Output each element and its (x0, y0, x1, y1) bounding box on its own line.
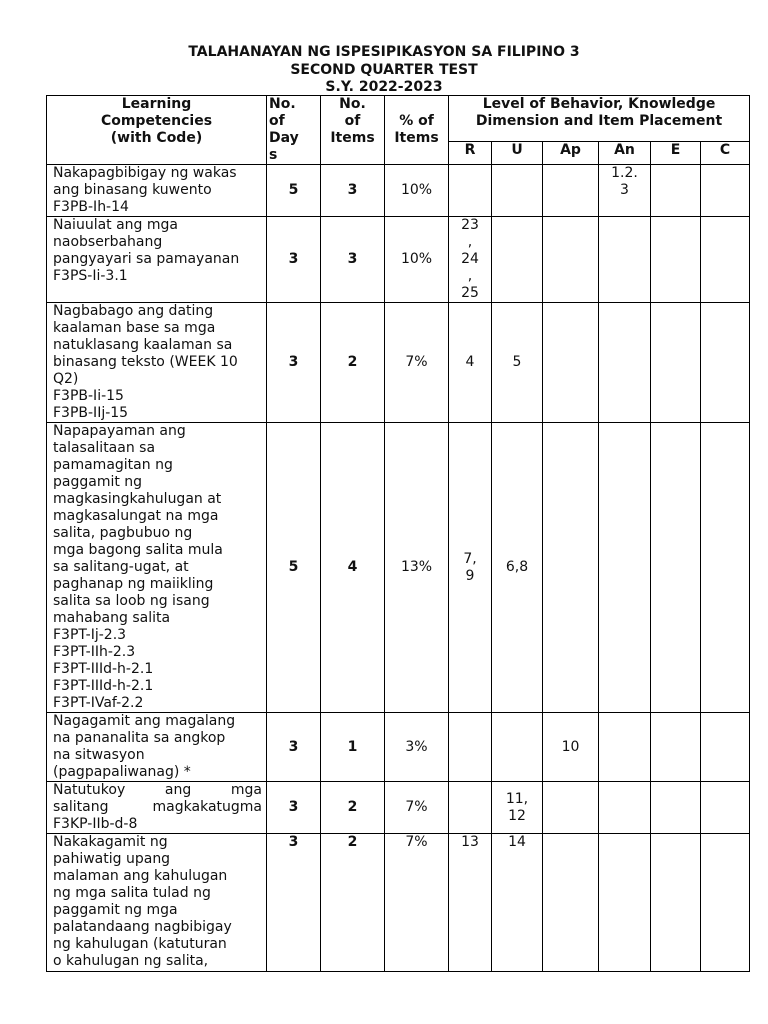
level-an-cell (599, 713, 651, 782)
days-cell: 3 (267, 782, 321, 834)
level-c-cell (701, 303, 750, 423)
level-an-cell (599, 834, 651, 972)
competency-cell (47, 782, 267, 834)
percent-cell: 7% (385, 834, 449, 972)
competency-line: paggamit ng mga (53, 902, 178, 918)
days-cell: 5 (267, 165, 321, 217)
competency-line: malaman ang kahulugan (53, 868, 228, 884)
level-u-cell: 11, 12 (492, 782, 543, 834)
competency-line: na pananalita sa angkop (53, 730, 226, 746)
header-level-c: C (701, 141, 750, 164)
competency-line: ng kahulugan (katuturan (53, 936, 227, 952)
items-cell: 2 (321, 782, 385, 834)
level-r-cell: 23 , 24 , 25 (449, 217, 492, 303)
level-u-cell (492, 217, 543, 303)
level-r-cell (449, 713, 492, 782)
competency-line: paghanap ng maiikling (53, 576, 214, 592)
competency-line: mga bagong salita mula (53, 542, 223, 558)
competency-cell (47, 303, 267, 423)
competency-line: F3PB-IIj-15 (53, 405, 129, 421)
level-ap-cell (543, 303, 599, 423)
percent-cell: 10% (385, 217, 449, 303)
specification-table (46, 95, 750, 972)
level-r-cell: 13 (449, 834, 492, 972)
table-row (47, 834, 750, 972)
header-level-ap: Ap (543, 141, 599, 164)
level-u-cell: 5 (492, 303, 543, 423)
competency-line: F3PS-Ii-3.1 (53, 268, 128, 284)
competency-line: ng mga salita tulad ng (53, 885, 211, 901)
days-cell: 5 (267, 423, 321, 713)
items-cell: 3 (321, 165, 385, 217)
competency-line: F3PB-Ii-15 (53, 388, 124, 404)
competency-line: F3PT-IVaf-2.2 (53, 695, 144, 711)
level-ap-cell (543, 165, 599, 217)
competency-line: mahabang salita (53, 610, 171, 626)
level-e-cell (651, 303, 701, 423)
level-an-cell (599, 782, 651, 834)
level-r-cell: 4 (449, 303, 492, 423)
competency-line: Nakakagamit ng (53, 834, 168, 850)
competency-line: salita sa loob ng isang (53, 593, 210, 609)
competency-line: F3PT-Ij-2.3 (53, 627, 127, 643)
days-cell: 3 (267, 303, 321, 423)
competency-line: binasang teksto (WEEK 10 (53, 354, 238, 370)
percent-cell: 7% (385, 303, 449, 423)
competency-line: pangyayari sa pamayanan (53, 251, 240, 267)
level-an-cell: 1.2. 3 (599, 165, 651, 217)
level-e-cell (651, 165, 701, 217)
competency-line: Q2) (53, 371, 79, 387)
items-cell: 2 (321, 834, 385, 972)
level-ap-cell (543, 834, 599, 972)
level-u-cell (492, 713, 543, 782)
level-ap-cell (543, 782, 599, 834)
level-u-cell: 14 (492, 834, 543, 972)
level-r-cell (449, 782, 492, 834)
level-r-cell: 7, 9 (449, 423, 492, 713)
header-level-e: E (651, 141, 701, 164)
competency-line: Natutukoy ang mga (53, 782, 262, 798)
level-e-cell (651, 423, 701, 713)
items-cell: 2 (321, 303, 385, 423)
percent-cell: 13% (385, 423, 449, 713)
competency-cell (47, 423, 267, 713)
level-an-cell (599, 423, 651, 713)
header-items: No. of Items (321, 96, 385, 165)
competency-line: F3PT-IIh-2.3 (53, 644, 136, 660)
header-percent: % of Items (385, 96, 449, 165)
level-e-cell (651, 782, 701, 834)
competency-line: naobserbahang (53, 234, 163, 250)
items-cell: 1 (321, 713, 385, 782)
table-row (47, 423, 750, 713)
level-e-cell (651, 217, 701, 303)
document-title-line1: TALAHANAYAN NG ISPESIPIKASYON SA FILIPINO 3 (188, 44, 580, 60)
level-ap-cell: 10 (543, 713, 599, 782)
competency-line: (pagpapaliwanag) * (53, 764, 191, 780)
competency-line: sa salitang-ugat, at (53, 559, 189, 575)
competency-line: palatandaang nagbibigay (53, 919, 232, 935)
table-row (47, 713, 750, 782)
level-c-cell (701, 217, 750, 303)
competency-line: o kahulugan ng salita, (53, 953, 209, 969)
competency-line: pamamagitan ng (53, 457, 173, 473)
competency-line: Nagagamit ang magalang (53, 713, 236, 729)
header-level-r: R (449, 141, 492, 164)
competency-line: F3PT-IIId-h-2.1 (53, 678, 154, 694)
header-competencies: Learning Competencies (with Code) (47, 96, 267, 165)
competency-line: F3KP-IIb-d-8 (53, 816, 138, 832)
items-cell: 3 (321, 217, 385, 303)
competency-line: Napapayaman ang (53, 423, 186, 439)
percent-cell: 7% (385, 782, 449, 834)
percent-cell: 10% (385, 165, 449, 217)
level-an-cell (599, 217, 651, 303)
competency-line: natuklasang kaalaman sa (53, 337, 233, 353)
header-level-of-behavior: Level of Behavior, Knowledge Dimension and Item Placement (449, 96, 750, 142)
level-u-cell: 6,8 (492, 423, 543, 713)
table-row (47, 217, 750, 303)
level-an-cell (599, 303, 651, 423)
days-cell: 3 (267, 834, 321, 972)
competency-cell (47, 165, 267, 217)
competency-line: magkasingkahulugan at (53, 491, 222, 507)
level-c-cell (701, 834, 750, 972)
level-c-cell (701, 782, 750, 834)
competency-cell (47, 834, 267, 972)
header-days: No. of Day s (267, 96, 321, 165)
competency-line: Naiuulat ang mga (53, 217, 178, 233)
competency-line: kaalaman base sa mga (53, 320, 216, 336)
competency-line: ang binasang kuwento (53, 182, 212, 198)
competency-line: salita, pagbubuo ng (53, 525, 193, 541)
level-c-cell (701, 423, 750, 713)
percent-cell: 3% (385, 713, 449, 782)
competency-cell (47, 713, 267, 782)
table-row (47, 782, 750, 834)
table-row (47, 303, 750, 423)
level-e-cell (651, 834, 701, 972)
level-c-cell (701, 713, 750, 782)
competency-line: Nakapagbibigay ng wakas (53, 165, 237, 181)
level-r-cell (449, 165, 492, 217)
header-row-1 (47, 96, 750, 142)
level-ap-cell (543, 217, 599, 303)
competency-line: paggamit ng (53, 474, 143, 490)
competency-line: F3PB-Ih-14 (53, 199, 129, 215)
table-body (47, 165, 750, 972)
competency-line: salitang magkakatugma (53, 799, 262, 815)
competency-line: Nagbabago ang dating (53, 303, 214, 319)
document-title-line3: S.Y. 2022-2023 (325, 79, 443, 95)
competency-line: na sitwasyon (53, 747, 145, 763)
competency-line: talasalitaan sa (53, 440, 156, 456)
header-level-u: U (492, 141, 543, 164)
level-e-cell (651, 713, 701, 782)
competency-line: magkasalungat na mga (53, 508, 219, 524)
document-title-line2: SECOND QUARTER TEST (290, 62, 478, 78)
level-c-cell (701, 165, 750, 217)
level-ap-cell (543, 423, 599, 713)
competency-line: F3PT-IIId-h-2.1 (53, 661, 154, 677)
days-cell: 3 (267, 217, 321, 303)
level-u-cell (492, 165, 543, 217)
table-row (47, 165, 750, 217)
header-level-an: An (599, 141, 651, 164)
items-cell: 4 (321, 423, 385, 713)
competency-cell (47, 217, 267, 303)
competency-line: pahiwatig upang (53, 851, 171, 867)
days-cell: 3 (267, 713, 321, 782)
